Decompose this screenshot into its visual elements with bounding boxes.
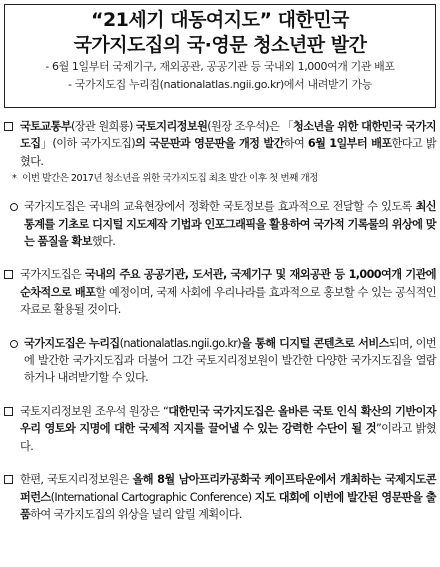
- headline-line-2: 국가지도집의 국·영문 청소년판 발간: [73, 34, 367, 56]
- square-bullet-icon: [4, 475, 13, 484]
- paragraph-2: 국가지도집은 국내의 교육현장에서 정확한 국토정보를 효과적으로 전달할 수 있도록 최신 통계를 기초로 디지털 지도제작 기법과 인포그래픽을 활용하여 국가적 기록물의 위상에 맞는 품질을 확보했다.: [4, 198, 436, 250]
- paragraph-1: 국토교통부(장관 원희룡) 국토지리정보원(원장 조우석)은 「청소년을 위한 대한민국 국가지도집」(이하 국가지도집)의 국문판과 영문판을 개정 발간하여 6월 1일부터 배포한다고 밝혔다.: [4, 118, 436, 170]
- asterisk-icon: *: [12, 173, 17, 185]
- square-bullet-icon: [4, 122, 13, 131]
- paragraph-5: 국토지리정보원 조우석 원장은 “대한민국 국가지도집은 올바른 국토 인식 확산의 기반이자 우리 영토와 지명에 대한 국제적 지지를 끌어낼 수 있는 강력한 수단이 될 것”이라고 밝혔다.: [4, 403, 436, 455]
- square-bullet-icon: [4, 270, 13, 279]
- subheadline-line-2: - 국가지도집 누리집(nationalatlas.ngii.go.kr)에서 내려받기 가능: [68, 78, 372, 91]
- square-bullet-icon: [4, 407, 13, 416]
- subheadline-line-1: - 6월 1일부터 국제기구, 재외공관, 공공기관 등 국내외 1,000여개 기관 배포: [45, 60, 395, 73]
- paragraph-4: 국가지도집은 누리집(nationalatlas.ngii.go.kr)을 통해 디지털 콘텐츠로 서비스되며, 이번에 발간한 국가지도집과 더불어 그간 국토지리정보원이 발간한 다양한 국가지도집을 열람하거나 내려받기할 수 있다.: [4, 335, 436, 387]
- paragraph-3: 국가지도집은 국내의 주요 공공기관, 도서관, 국제기구 및 재외공관 등 1,000여개 기관에 순차적으로 배포할 예정이며, 국제 사회에 우리나라를 효과적으로 홍보할 수 있는 공식적인 자료로 활용될 것이다.: [4, 266, 436, 318]
- footnote: * 이번 발간은 2017년 청소년을 위한 국가지도집 최초 발간 이후 첫 번째 개정: [12, 173, 318, 185]
- circle-bullet-icon: [10, 203, 18, 211]
- press-release-body: [4, 118, 436, 523]
- paragraph-6: 한편, 국토지리정보원은 올해 8월 남아프리카공화국 케이프타운에서 개최하는 국제지도콘퍼런스(International Cartographic Conference) 지도 대회에 이번에 발간된 영문판을 출품하여 국가지도집의 위상을 널리 알릴 계획이다.: [4, 471, 436, 523]
- headline-line-1: “21세기 대동여지도” 대한민국: [90, 9, 350, 31]
- circle-bullet-icon: [10, 340, 18, 348]
- headline-box: [4, 4, 436, 108]
